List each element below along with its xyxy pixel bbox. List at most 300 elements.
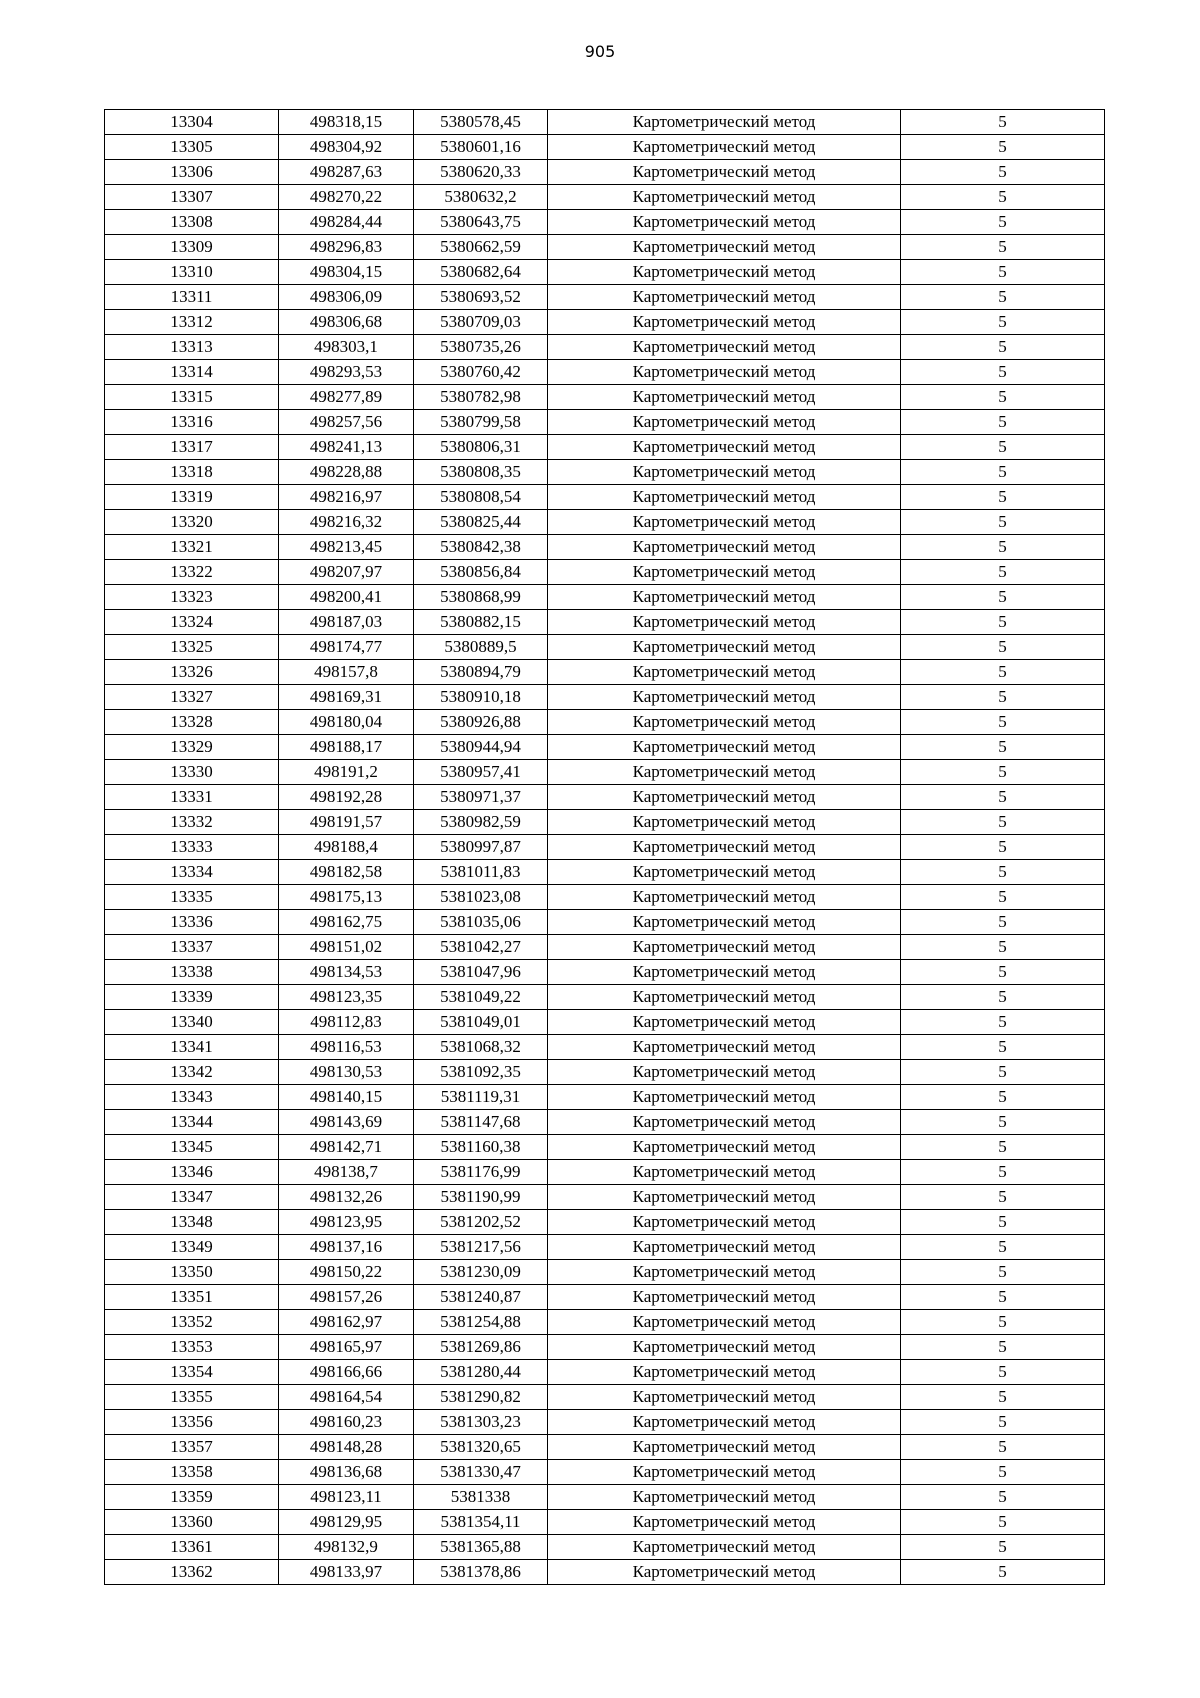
x-coordinate-cell: 498136,68: [279, 1460, 414, 1485]
table-row: [105, 810, 1105, 835]
y-coordinate-cell: 5380894,79: [414, 660, 548, 685]
table-row: [105, 1285, 1105, 1310]
point-number-cell: 13334: [105, 860, 279, 885]
y-coordinate-cell: 5380799,58: [414, 410, 548, 435]
table-row: [105, 1185, 1105, 1210]
method-cell: Картометрический метод: [548, 510, 901, 535]
x-coordinate-cell: 498287,63: [279, 160, 414, 185]
table-row: [105, 160, 1105, 185]
accuracy-cell: 5: [901, 1410, 1105, 1435]
method-cell: Картометрический метод: [548, 560, 901, 585]
method-cell: Картометрический метод: [548, 1160, 901, 1185]
point-number-cell: 13335: [105, 885, 279, 910]
point-number-cell: 13355: [105, 1385, 279, 1410]
method-cell: Картометрический метод: [548, 135, 901, 160]
x-coordinate-cell: 498133,97: [279, 1560, 414, 1585]
y-coordinate-cell: 5381230,09: [414, 1260, 548, 1285]
y-coordinate-cell: 5381068,32: [414, 1035, 548, 1060]
page-number: 905: [584, 42, 616, 61]
method-cell: Картометрический метод: [548, 1285, 901, 1310]
accuracy-cell: 5: [901, 510, 1105, 535]
y-coordinate-cell: 5380643,75: [414, 210, 548, 235]
table-row: [105, 585, 1105, 610]
accuracy-cell: 5: [901, 1360, 1105, 1385]
point-number-cell: 13307: [105, 185, 279, 210]
method-cell: Картометрический метод: [548, 1310, 901, 1335]
accuracy-cell: 5: [901, 1035, 1105, 1060]
table-row: [105, 460, 1105, 485]
table-row: [105, 1035, 1105, 1060]
point-number-cell: 13329: [105, 735, 279, 760]
y-coordinate-cell: 5380868,99: [414, 585, 548, 610]
x-coordinate-cell: 498123,35: [279, 985, 414, 1010]
method-cell: Картометрический метод: [548, 210, 901, 235]
point-number-cell: 13313: [105, 335, 279, 360]
point-number-cell: 13308: [105, 210, 279, 235]
method-cell: Картометрический метод: [548, 1210, 901, 1235]
method-cell: Картометрический метод: [548, 1560, 901, 1585]
accuracy-cell: 5: [901, 360, 1105, 385]
method-cell: Картометрический метод: [548, 1235, 901, 1260]
point-number-cell: 13319: [105, 485, 279, 510]
accuracy-cell: 5: [901, 535, 1105, 560]
table-row: [105, 1210, 1105, 1235]
y-coordinate-cell: 5380825,44: [414, 510, 548, 535]
method-cell: Картометрический метод: [548, 1535, 901, 1560]
table-row: [105, 185, 1105, 210]
table-row: [105, 1560, 1105, 1585]
method-cell: Картометрический метод: [548, 685, 901, 710]
x-coordinate-cell: 498296,83: [279, 235, 414, 260]
x-coordinate-cell: 498192,28: [279, 785, 414, 810]
point-number-cell: 13311: [105, 285, 279, 310]
x-coordinate-cell: 498175,13: [279, 885, 414, 910]
y-coordinate-cell: 5380856,84: [414, 560, 548, 585]
y-coordinate-cell: 5381042,27: [414, 935, 548, 960]
method-cell: Картометрический метод: [548, 235, 901, 260]
accuracy-cell: 5: [901, 185, 1105, 210]
accuracy-cell: 5: [901, 1385, 1105, 1410]
x-coordinate-cell: 498123,95: [279, 1210, 414, 1235]
point-number-cell: 13336: [105, 910, 279, 935]
accuracy-cell: 5: [901, 1335, 1105, 1360]
y-coordinate-cell: 5381011,83: [414, 860, 548, 885]
y-coordinate-cell: 5380997,87: [414, 835, 548, 860]
method-cell: Картометрический метод: [548, 960, 901, 985]
accuracy-cell: 5: [901, 1160, 1105, 1185]
accuracy-cell: 5: [901, 285, 1105, 310]
table-row: [105, 685, 1105, 710]
accuracy-cell: 5: [901, 910, 1105, 935]
y-coordinate-cell: 5380944,94: [414, 735, 548, 760]
table-row: [105, 1535, 1105, 1560]
y-coordinate-cell: 5381147,68: [414, 1110, 548, 1135]
table-row: [105, 1435, 1105, 1460]
table-row: [105, 960, 1105, 985]
point-number-cell: 13332: [105, 810, 279, 835]
method-cell: Картометрический метод: [548, 985, 901, 1010]
point-number-cell: 13362: [105, 1560, 279, 1585]
y-coordinate-cell: 5380601,16: [414, 135, 548, 160]
table-row: [105, 985, 1105, 1010]
method-cell: Картометрический метод: [548, 1510, 901, 1535]
accuracy-cell: 5: [901, 985, 1105, 1010]
method-cell: Картометрический метод: [548, 1360, 901, 1385]
accuracy-cell: 5: [901, 860, 1105, 885]
y-coordinate-cell: 5380760,42: [414, 360, 548, 385]
x-coordinate-cell: 498169,31: [279, 685, 414, 710]
x-coordinate-cell: 498182,58: [279, 860, 414, 885]
method-cell: Картометрический метод: [548, 385, 901, 410]
table-row: [105, 1110, 1105, 1135]
x-coordinate-cell: 498213,45: [279, 535, 414, 560]
point-number-cell: 13325: [105, 635, 279, 660]
method-cell: Картометрический метод: [548, 1085, 901, 1110]
y-coordinate-cell: 5380620,33: [414, 160, 548, 185]
accuracy-cell: 5: [901, 585, 1105, 610]
x-coordinate-cell: 498306,09: [279, 285, 414, 310]
y-coordinate-cell: 5380842,38: [414, 535, 548, 560]
y-coordinate-cell: 5381202,52: [414, 1210, 548, 1235]
method-cell: Картометрический метод: [548, 285, 901, 310]
y-coordinate-cell: 5380882,15: [414, 610, 548, 635]
y-coordinate-cell: 5380709,03: [414, 310, 548, 335]
x-coordinate-cell: 498123,11: [279, 1485, 414, 1510]
point-number-cell: 13360: [105, 1510, 279, 1535]
table-row: [105, 335, 1105, 360]
method-cell: Картометрический метод: [548, 1010, 901, 1035]
x-coordinate-cell: 498138,7: [279, 1160, 414, 1185]
accuracy-cell: 5: [901, 960, 1105, 985]
x-coordinate-cell: 498257,56: [279, 410, 414, 435]
accuracy-cell: 5: [901, 1485, 1105, 1510]
y-coordinate-cell: 5381320,65: [414, 1435, 548, 1460]
y-coordinate-cell: 5380982,59: [414, 810, 548, 835]
table-row: [105, 410, 1105, 435]
accuracy-cell: 5: [901, 135, 1105, 160]
y-coordinate-cell: 5381378,86: [414, 1560, 548, 1585]
y-coordinate-cell: 5380782,98: [414, 385, 548, 410]
y-coordinate-cell: 5381049,22: [414, 985, 548, 1010]
table-row: [105, 260, 1105, 285]
accuracy-cell: 5: [901, 785, 1105, 810]
y-coordinate-cell: 5381023,08: [414, 885, 548, 910]
method-cell: Картометрический метод: [548, 310, 901, 335]
x-coordinate-cell: 498284,44: [279, 210, 414, 235]
y-coordinate-cell: 5380910,18: [414, 685, 548, 710]
point-number-cell: 13338: [105, 960, 279, 985]
table-row: [105, 135, 1105, 160]
method-cell: Картометрический метод: [548, 660, 901, 685]
table-row: [105, 1135, 1105, 1160]
y-coordinate-cell: 5380889,5: [414, 635, 548, 660]
method-cell: Картометрический метод: [548, 1410, 901, 1435]
y-coordinate-cell: 5380578,45: [414, 110, 548, 135]
method-cell: Картометрический метод: [548, 1060, 901, 1085]
table-row: [105, 885, 1105, 910]
method-cell: Картометрический метод: [548, 810, 901, 835]
method-cell: Картометрический метод: [548, 185, 901, 210]
accuracy-cell: 5: [901, 1135, 1105, 1160]
accuracy-cell: 5: [901, 1010, 1105, 1035]
method-cell: Картометрический метод: [548, 410, 901, 435]
x-coordinate-cell: 498148,28: [279, 1435, 414, 1460]
x-coordinate-cell: 498188,17: [279, 735, 414, 760]
x-coordinate-cell: 498164,54: [279, 1385, 414, 1410]
point-number-cell: 13357: [105, 1435, 279, 1460]
method-cell: Картометрический метод: [548, 1460, 901, 1485]
table-row: [105, 935, 1105, 960]
accuracy-cell: 5: [901, 1535, 1105, 1560]
table-row: [105, 910, 1105, 935]
y-coordinate-cell: 5380735,26: [414, 335, 548, 360]
table-row: [105, 310, 1105, 335]
y-coordinate-cell: 5380682,64: [414, 260, 548, 285]
y-coordinate-cell: 5380971,37: [414, 785, 548, 810]
point-number-cell: 13345: [105, 1135, 279, 1160]
x-coordinate-cell: 498228,88: [279, 460, 414, 485]
method-cell: Картометрический метод: [548, 435, 901, 460]
x-coordinate-cell: 498162,75: [279, 910, 414, 935]
y-coordinate-cell: 5381092,35: [414, 1060, 548, 1085]
x-coordinate-cell: 498216,97: [279, 485, 414, 510]
point-number-cell: 13305: [105, 135, 279, 160]
point-number-cell: 13343: [105, 1085, 279, 1110]
x-coordinate-cell: 498270,22: [279, 185, 414, 210]
y-coordinate-cell: 5380808,35: [414, 460, 548, 485]
y-coordinate-cell: 5381290,82: [414, 1385, 548, 1410]
x-coordinate-cell: 498165,97: [279, 1335, 414, 1360]
table-row: [105, 1010, 1105, 1035]
point-number-cell: 13358: [105, 1460, 279, 1485]
method-cell: Картометрический метод: [548, 110, 901, 135]
accuracy-cell: 5: [901, 485, 1105, 510]
point-number-cell: 13354: [105, 1360, 279, 1385]
table-row: [105, 1235, 1105, 1260]
point-number-cell: 13323: [105, 585, 279, 610]
table-row: [105, 835, 1105, 860]
point-number-cell: 13328: [105, 710, 279, 735]
x-coordinate-cell: 498116,53: [279, 1035, 414, 1060]
method-cell: Картометрический метод: [548, 935, 901, 960]
coordinates-table-body: [105, 110, 1105, 1585]
y-coordinate-cell: 5381280,44: [414, 1360, 548, 1385]
x-coordinate-cell: 498129,95: [279, 1510, 414, 1535]
table-row: [105, 610, 1105, 635]
y-coordinate-cell: 5380662,59: [414, 235, 548, 260]
x-coordinate-cell: 498187,03: [279, 610, 414, 635]
point-number-cell: 13342: [105, 1060, 279, 1085]
accuracy-cell: 5: [901, 610, 1105, 635]
table-row: [105, 1485, 1105, 1510]
table-row: [105, 1335, 1105, 1360]
method-cell: Картометрический метод: [548, 535, 901, 560]
x-coordinate-cell: 498306,68: [279, 310, 414, 335]
table-row: [105, 1160, 1105, 1185]
method-cell: Картометрический метод: [548, 610, 901, 635]
table-row: [105, 1260, 1105, 1285]
method-cell: Картометрический метод: [548, 485, 901, 510]
table-row: [105, 235, 1105, 260]
x-coordinate-cell: 498157,26: [279, 1285, 414, 1310]
method-cell: Картометрический метод: [548, 1260, 901, 1285]
y-coordinate-cell: 5381338: [414, 1485, 548, 1510]
x-coordinate-cell: 498140,15: [279, 1085, 414, 1110]
y-coordinate-cell: 5381035,06: [414, 910, 548, 935]
accuracy-cell: 5: [901, 160, 1105, 185]
y-coordinate-cell: 5381303,23: [414, 1410, 548, 1435]
accuracy-cell: 5: [901, 885, 1105, 910]
x-coordinate-cell: 498160,23: [279, 1410, 414, 1435]
accuracy-cell: 5: [901, 935, 1105, 960]
table-row: [105, 360, 1105, 385]
method-cell: Картометрический метод: [548, 335, 901, 360]
point-number-cell: 13337: [105, 935, 279, 960]
x-coordinate-cell: 498174,77: [279, 635, 414, 660]
point-number-cell: 13304: [105, 110, 279, 135]
method-cell: Картометрический метод: [548, 585, 901, 610]
method-cell: Картометрический метод: [548, 1335, 901, 1360]
point-number-cell: 13352: [105, 1310, 279, 1335]
x-coordinate-cell: 498132,9: [279, 1535, 414, 1560]
accuracy-cell: 5: [901, 835, 1105, 860]
point-number-cell: 13351: [105, 1285, 279, 1310]
y-coordinate-cell: 5381240,87: [414, 1285, 548, 1310]
point-number-cell: 13322: [105, 560, 279, 585]
y-coordinate-cell: 5381365,88: [414, 1535, 548, 1560]
accuracy-cell: 5: [901, 1510, 1105, 1535]
accuracy-cell: 5: [901, 560, 1105, 585]
point-number-cell: 13356: [105, 1410, 279, 1435]
x-coordinate-cell: 498200,41: [279, 585, 414, 610]
table-row: [105, 535, 1105, 560]
x-coordinate-cell: 498241,13: [279, 435, 414, 460]
point-number-cell: 13310: [105, 260, 279, 285]
accuracy-cell: 5: [901, 635, 1105, 660]
y-coordinate-cell: 5381176,99: [414, 1160, 548, 1185]
point-number-cell: 13353: [105, 1335, 279, 1360]
method-cell: Картометрический метод: [548, 760, 901, 785]
point-number-cell: 13340: [105, 1010, 279, 1035]
y-coordinate-cell: 5380806,31: [414, 435, 548, 460]
accuracy-cell: 5: [901, 235, 1105, 260]
accuracy-cell: 5: [901, 410, 1105, 435]
accuracy-cell: 5: [901, 335, 1105, 360]
point-number-cell: 13314: [105, 360, 279, 385]
table-row: [105, 710, 1105, 735]
accuracy-cell: 5: [901, 1560, 1105, 1585]
table-row: [105, 785, 1105, 810]
y-coordinate-cell: 5381190,99: [414, 1185, 548, 1210]
point-number-cell: 13341: [105, 1035, 279, 1060]
method-cell: Картометрический метод: [548, 260, 901, 285]
accuracy-cell: 5: [901, 210, 1105, 235]
method-cell: Картометрический метод: [548, 1485, 901, 1510]
accuracy-cell: 5: [901, 1185, 1105, 1210]
point-number-cell: 13312: [105, 310, 279, 335]
method-cell: Картометрический метод: [548, 1435, 901, 1460]
point-number-cell: 13306: [105, 160, 279, 185]
table-row: [105, 210, 1105, 235]
accuracy-cell: 5: [901, 710, 1105, 735]
point-number-cell: 13315: [105, 385, 279, 410]
x-coordinate-cell: 498151,02: [279, 935, 414, 960]
accuracy-cell: 5: [901, 735, 1105, 760]
x-coordinate-cell: 498134,53: [279, 960, 414, 985]
method-cell: Картометрический метод: [548, 785, 901, 810]
y-coordinate-cell: 5381119,31: [414, 1085, 548, 1110]
table-row: [105, 760, 1105, 785]
y-coordinate-cell: 5380957,41: [414, 760, 548, 785]
table-row: [105, 1085, 1105, 1110]
point-number-cell: 13339: [105, 985, 279, 1010]
table-row: [105, 660, 1105, 685]
accuracy-cell: 5: [901, 1210, 1105, 1235]
accuracy-cell: 5: [901, 660, 1105, 685]
method-cell: Картометрический метод: [548, 1110, 901, 1135]
point-number-cell: 13350: [105, 1260, 279, 1285]
x-coordinate-cell: 498277,89: [279, 385, 414, 410]
accuracy-cell: 5: [901, 1085, 1105, 1110]
accuracy-cell: 5: [901, 1260, 1105, 1285]
method-cell: Картометрический метод: [548, 860, 901, 885]
y-coordinate-cell: 5381254,88: [414, 1310, 548, 1335]
accuracy-cell: 5: [901, 760, 1105, 785]
accuracy-cell: 5: [901, 685, 1105, 710]
point-number-cell: 13359: [105, 1485, 279, 1510]
method-cell: Картометрический метод: [548, 910, 901, 935]
method-cell: Картометрический метод: [548, 160, 901, 185]
table-row: [105, 1385, 1105, 1410]
accuracy-cell: 5: [901, 1285, 1105, 1310]
x-coordinate-cell: 498137,16: [279, 1235, 414, 1260]
table-row: [105, 385, 1105, 410]
point-number-cell: 13344: [105, 1110, 279, 1135]
table-row: [105, 860, 1105, 885]
x-coordinate-cell: 498180,04: [279, 710, 414, 735]
method-cell: Картометрический метод: [548, 735, 901, 760]
point-number-cell: 13348: [105, 1210, 279, 1235]
method-cell: Картометрический метод: [548, 635, 901, 660]
y-coordinate-cell: 5380926,88: [414, 710, 548, 735]
method-cell: Картометрический метод: [548, 1185, 901, 1210]
accuracy-cell: 5: [901, 1110, 1105, 1135]
method-cell: Картометрический метод: [548, 710, 901, 735]
y-coordinate-cell: 5381047,96: [414, 960, 548, 985]
accuracy-cell: 5: [901, 110, 1105, 135]
point-number-cell: 13318: [105, 460, 279, 485]
y-coordinate-cell: 5381354,11: [414, 1510, 548, 1535]
method-cell: Картометрический метод: [548, 835, 901, 860]
x-coordinate-cell: 498318,15: [279, 110, 414, 135]
accuracy-cell: 5: [901, 260, 1105, 285]
coordinates-table: [104, 109, 1105, 1585]
accuracy-cell: 5: [901, 310, 1105, 335]
table-row: [105, 435, 1105, 460]
x-coordinate-cell: 498216,32: [279, 510, 414, 535]
x-coordinate-cell: 498293,53: [279, 360, 414, 385]
accuracy-cell: 5: [901, 1460, 1105, 1485]
point-number-cell: 13361: [105, 1535, 279, 1560]
y-coordinate-cell: 5380808,54: [414, 485, 548, 510]
y-coordinate-cell: 5381160,38: [414, 1135, 548, 1160]
method-cell: Картометрический метод: [548, 360, 901, 385]
x-coordinate-cell: 498207,97: [279, 560, 414, 585]
x-coordinate-cell: 498142,71: [279, 1135, 414, 1160]
table-row: [105, 735, 1105, 760]
point-number-cell: 13333: [105, 835, 279, 860]
x-coordinate-cell: 498304,92: [279, 135, 414, 160]
